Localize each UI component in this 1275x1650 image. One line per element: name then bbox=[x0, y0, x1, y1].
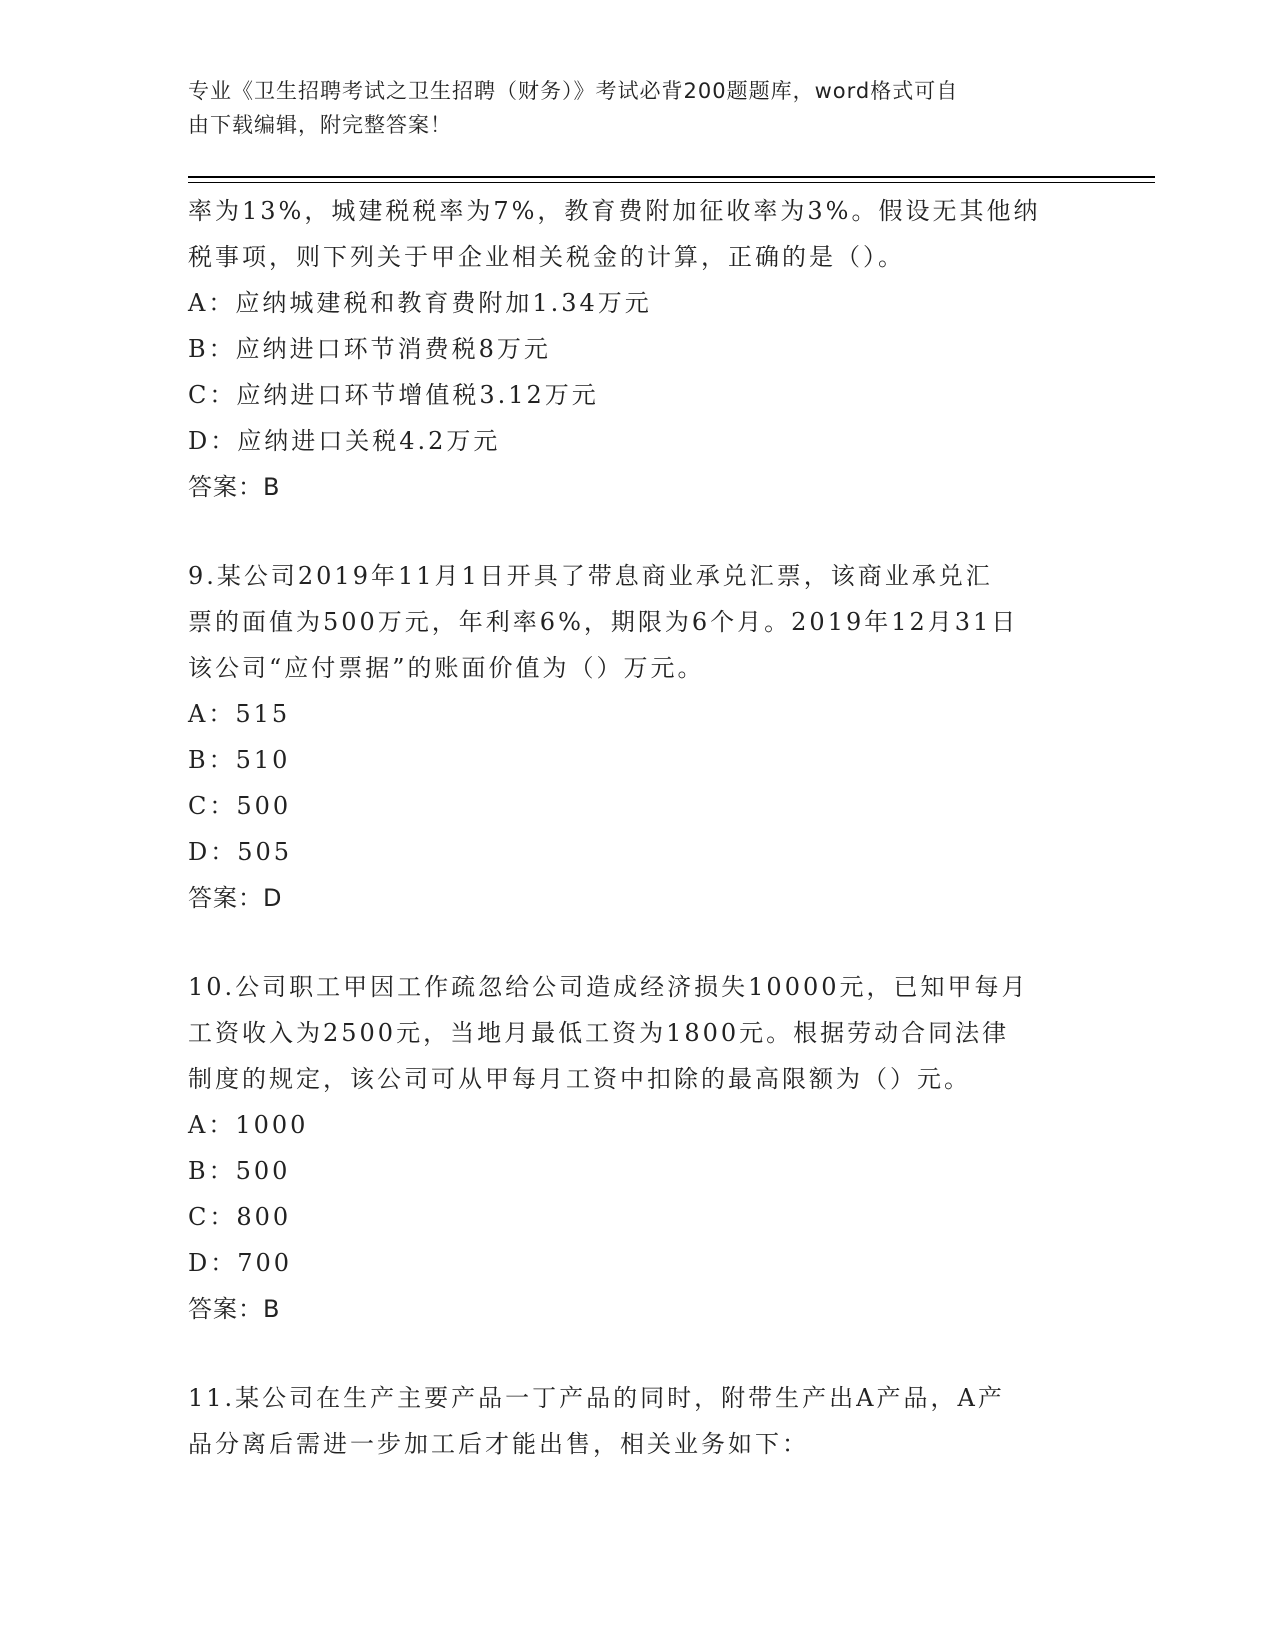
spacer bbox=[188, 510, 1088, 553]
option-c: C：应纳进口环节增值税3.12万元 bbox=[188, 381, 599, 409]
document-header bbox=[188, 74, 1088, 142]
header-line-2: 由下载编辑，附完整答案！ bbox=[188, 113, 452, 137]
question-stem-line: 该公司“应付票据”的账面价值为（）万元。 bbox=[188, 654, 705, 682]
answer-label: 答案：B bbox=[188, 1295, 281, 1323]
option-b: B：500 bbox=[188, 1157, 291, 1185]
option-c: C：500 bbox=[188, 792, 292, 820]
header-rule-thin bbox=[188, 182, 1155, 183]
question-stem-line: 品分离后需进一步加工后才能出售，相关业务如下： bbox=[188, 1430, 809, 1458]
option-a: A：应纳城建税和教育费附加1.34万元 bbox=[188, 289, 652, 317]
option-d: D：505 bbox=[188, 838, 293, 866]
question-stem-line: 9.某公司2019年11月1日开具了带息商业承兑汇票，该商业承兑汇 bbox=[188, 562, 993, 590]
option-b: B：应纳进口环节消费税8万元 bbox=[188, 335, 551, 363]
question-stem-line: 工资收入为2500元，当地月最低工资为1800元。根据劳动合同法律 bbox=[188, 1019, 1010, 1047]
question-stem-line: 票的面值为500万元，年利率6%，期限为6个月。2019年12月31日 bbox=[188, 608, 1019, 636]
question-stem-line: 率为13%，城建税税率为7%，教育费附加征收率为3%。假设无其他纳 bbox=[188, 197, 1041, 225]
spacer bbox=[188, 1332, 1088, 1375]
question-11 bbox=[188, 1375, 1088, 1467]
question-stem-line: 11.某公司在生产主要产品一丁产品的同时，附带生产出A产品，A产 bbox=[188, 1384, 1005, 1412]
question-stem-line: 制度的规定，该公司可从甲每月工资中扣除的最高限额为（）元。 bbox=[188, 1065, 971, 1093]
header-rule-thick bbox=[188, 176, 1155, 178]
option-c: C：800 bbox=[188, 1203, 292, 1231]
option-a: A：1000 bbox=[188, 1111, 309, 1139]
option-d: D：700 bbox=[188, 1249, 293, 1277]
question-content bbox=[188, 188, 1088, 1467]
option-a: A：515 bbox=[188, 700, 291, 728]
spacer bbox=[188, 921, 1088, 964]
question-9 bbox=[188, 553, 1088, 921]
header-line-1: 专业《卫生招聘考试之卫生招聘（财务）》考试必背200题题库，word格式可自 bbox=[188, 79, 959, 103]
question-stem-line: 10.公司职工甲因工作疏忽给公司造成经济损失10000元，已知甲每月 bbox=[188, 973, 1029, 1001]
question-stem-line: 税事项，则下列关于甲企业相关税金的计算，正确的是（）。 bbox=[188, 243, 905, 271]
question-8 bbox=[188, 188, 1088, 510]
answer-label: 答案：B bbox=[188, 473, 281, 501]
option-b: B：510 bbox=[188, 746, 291, 774]
answer-label: 答案：D bbox=[188, 884, 283, 912]
question-10 bbox=[188, 964, 1088, 1332]
option-d: D：应纳进口关税4.2万元 bbox=[188, 427, 501, 455]
